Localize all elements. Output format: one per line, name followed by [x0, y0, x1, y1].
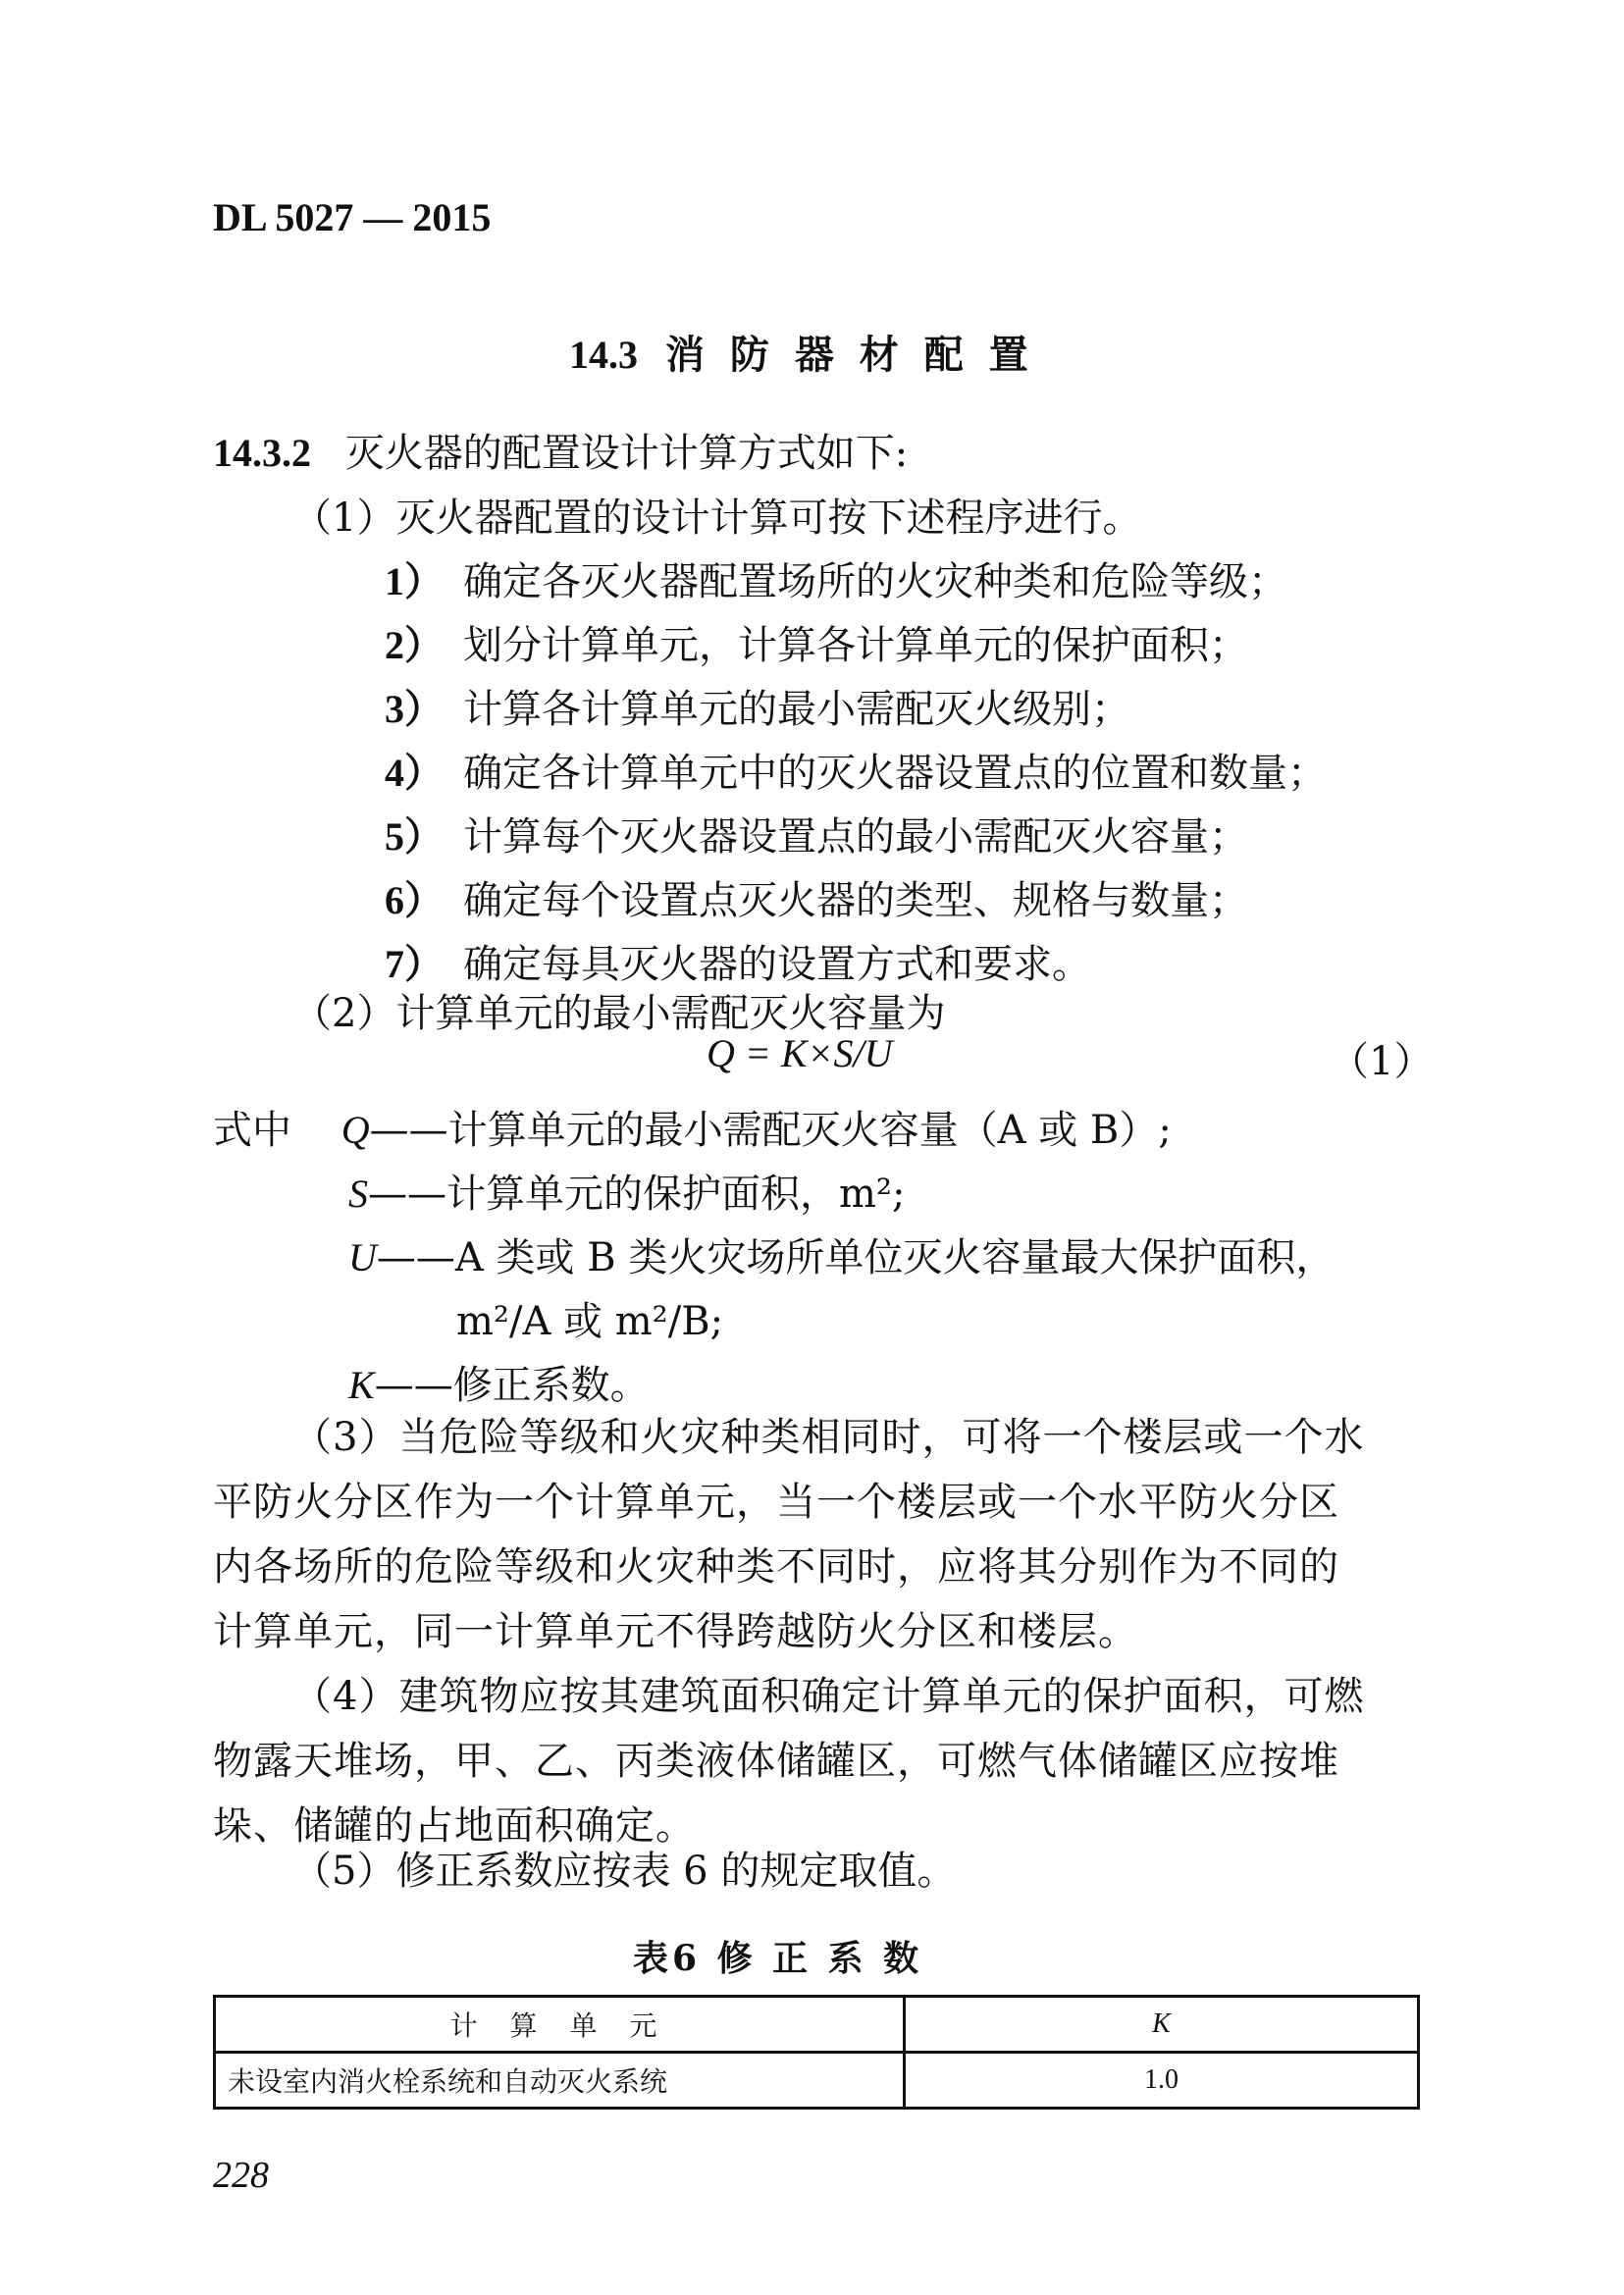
step-number: 4）	[385, 751, 444, 795]
section-number: 14.3	[569, 333, 638, 377]
page-number: 228	[213, 2155, 269, 2196]
step-text: 划分计算单元，计算各计算单元的保护面积；	[463, 623, 1248, 668]
var-q-desc: ——计算单元的最小需配灭火容量（A 或 B）;	[369, 1108, 1172, 1153]
item5-text: （5）修正系数应按表 6 的规定取值。	[292, 1849, 957, 1894]
where-prefix: 式中	[213, 1108, 291, 1153]
item3-paragraph	[213, 1405, 1364, 1664]
step-5	[385, 806, 1248, 861]
item4-paragraph	[213, 1664, 1364, 1858]
step-3	[385, 678, 1130, 734]
text-line: 平防火分区作为一个计算单元，当一个楼层或一个水平防火分区	[213, 1480, 1339, 1525]
where-u	[348, 1226, 1335, 1282]
step-6	[385, 869, 1248, 925]
item1-label: （1）灭火器配置的设计计算可按下述程序进行。	[292, 496, 1142, 541]
correction-factor-table	[213, 1995, 1420, 2110]
step-number: 1）	[385, 559, 444, 603]
var-u: U	[348, 1235, 377, 1279]
step-text: 确定各灭火器配置场所的火灾种类和危险等级；	[463, 559, 1287, 604]
clause-number: 14.3.2	[213, 431, 311, 475]
where-u-cont: m²/A 或 m²/B;	[456, 1299, 724, 1344]
var-s-desc: ——计算单元的保护面积，m²;	[368, 1172, 906, 1217]
step-number: 5）	[385, 814, 444, 859]
formula: Q = K×S/U	[707, 1031, 893, 1075]
step-number: 6）	[385, 878, 444, 922]
document-code: DL 5027 — 2015	[213, 195, 492, 239]
formula-number: （1）	[1330, 1039, 1434, 1084]
step-text: 确定每具灭火器的设置方式和要求。	[463, 942, 1091, 987]
header-k: K	[905, 1997, 1419, 2053]
step-2	[385, 614, 1248, 670]
table-caption: 表6 修 正 系 数	[633, 1938, 923, 1979]
clause-line	[213, 422, 908, 478]
table-row	[215, 2053, 1419, 2109]
step-text: 计算每个灭火器设置点的最小需配灭火容量；	[463, 814, 1248, 860]
step-number: 2）	[385, 623, 444, 667]
text-line: （3）当危险等级和火灾种类相同时，可将一个楼层或一个水	[292, 1415, 1365, 1460]
var-u-desc: ——A 类或 B 类火灾场所单位灭火容量最大保护面积，	[376, 1235, 1336, 1280]
step-1	[385, 550, 1287, 606]
where-k	[348, 1354, 650, 1410]
cell-unit: 未设室内消火栓系统和自动灭火系统	[215, 2053, 905, 2109]
section-heading	[569, 324, 1034, 380]
item2-label: （2）计算单元的最小需配灭火容量为	[292, 991, 946, 1036]
clause-text: 灭火器的配置设计计算方式如下:	[344, 431, 909, 476]
where-s	[348, 1163, 905, 1219]
cell-k: 1.0	[905, 2053, 1419, 2109]
section-title: 消 防 器 材 配 置	[665, 332, 1034, 378]
table-header-row	[215, 1997, 1419, 2053]
text-line: 内各场所的危险等级和火灾种类不同时，应将其分别作为不同的	[213, 1544, 1339, 1590]
var-k: K	[348, 1363, 375, 1407]
step-text: 计算各计算单元的最小需配灭火级别；	[463, 687, 1130, 732]
step-number: 3）	[385, 687, 444, 731]
step-4	[385, 742, 1327, 798]
text-line: （4）建筑物应按其建筑面积确定计算单元的保护面积，可燃	[292, 1674, 1365, 1719]
step-number: 7）	[385, 942, 444, 986]
header-unit: 计 算 单 元	[215, 1997, 905, 2053]
var-s: S	[348, 1172, 368, 1216]
where-q	[213, 1099, 1172, 1155]
text-line: 物露天堆场，甲、乙、丙类液体储罐区，可燃气体储罐区应按堆	[213, 1739, 1339, 1784]
var-q: Q	[341, 1108, 370, 1152]
text-line: 垛、储罐的占地面积确定。	[213, 1803, 696, 1849]
step-7	[385, 933, 1091, 989]
var-k-desc: ——修正系数。	[374, 1363, 650, 1408]
step-text: 确定各计算单元中的灭火器设置点的位置和数量；	[463, 751, 1327, 796]
text-line: 计算单元，同一计算单元不得跨越防火分区和楼层。	[213, 1609, 1138, 1654]
step-text: 确定每个设置点灭火器的类型、规格与数量；	[463, 878, 1248, 923]
